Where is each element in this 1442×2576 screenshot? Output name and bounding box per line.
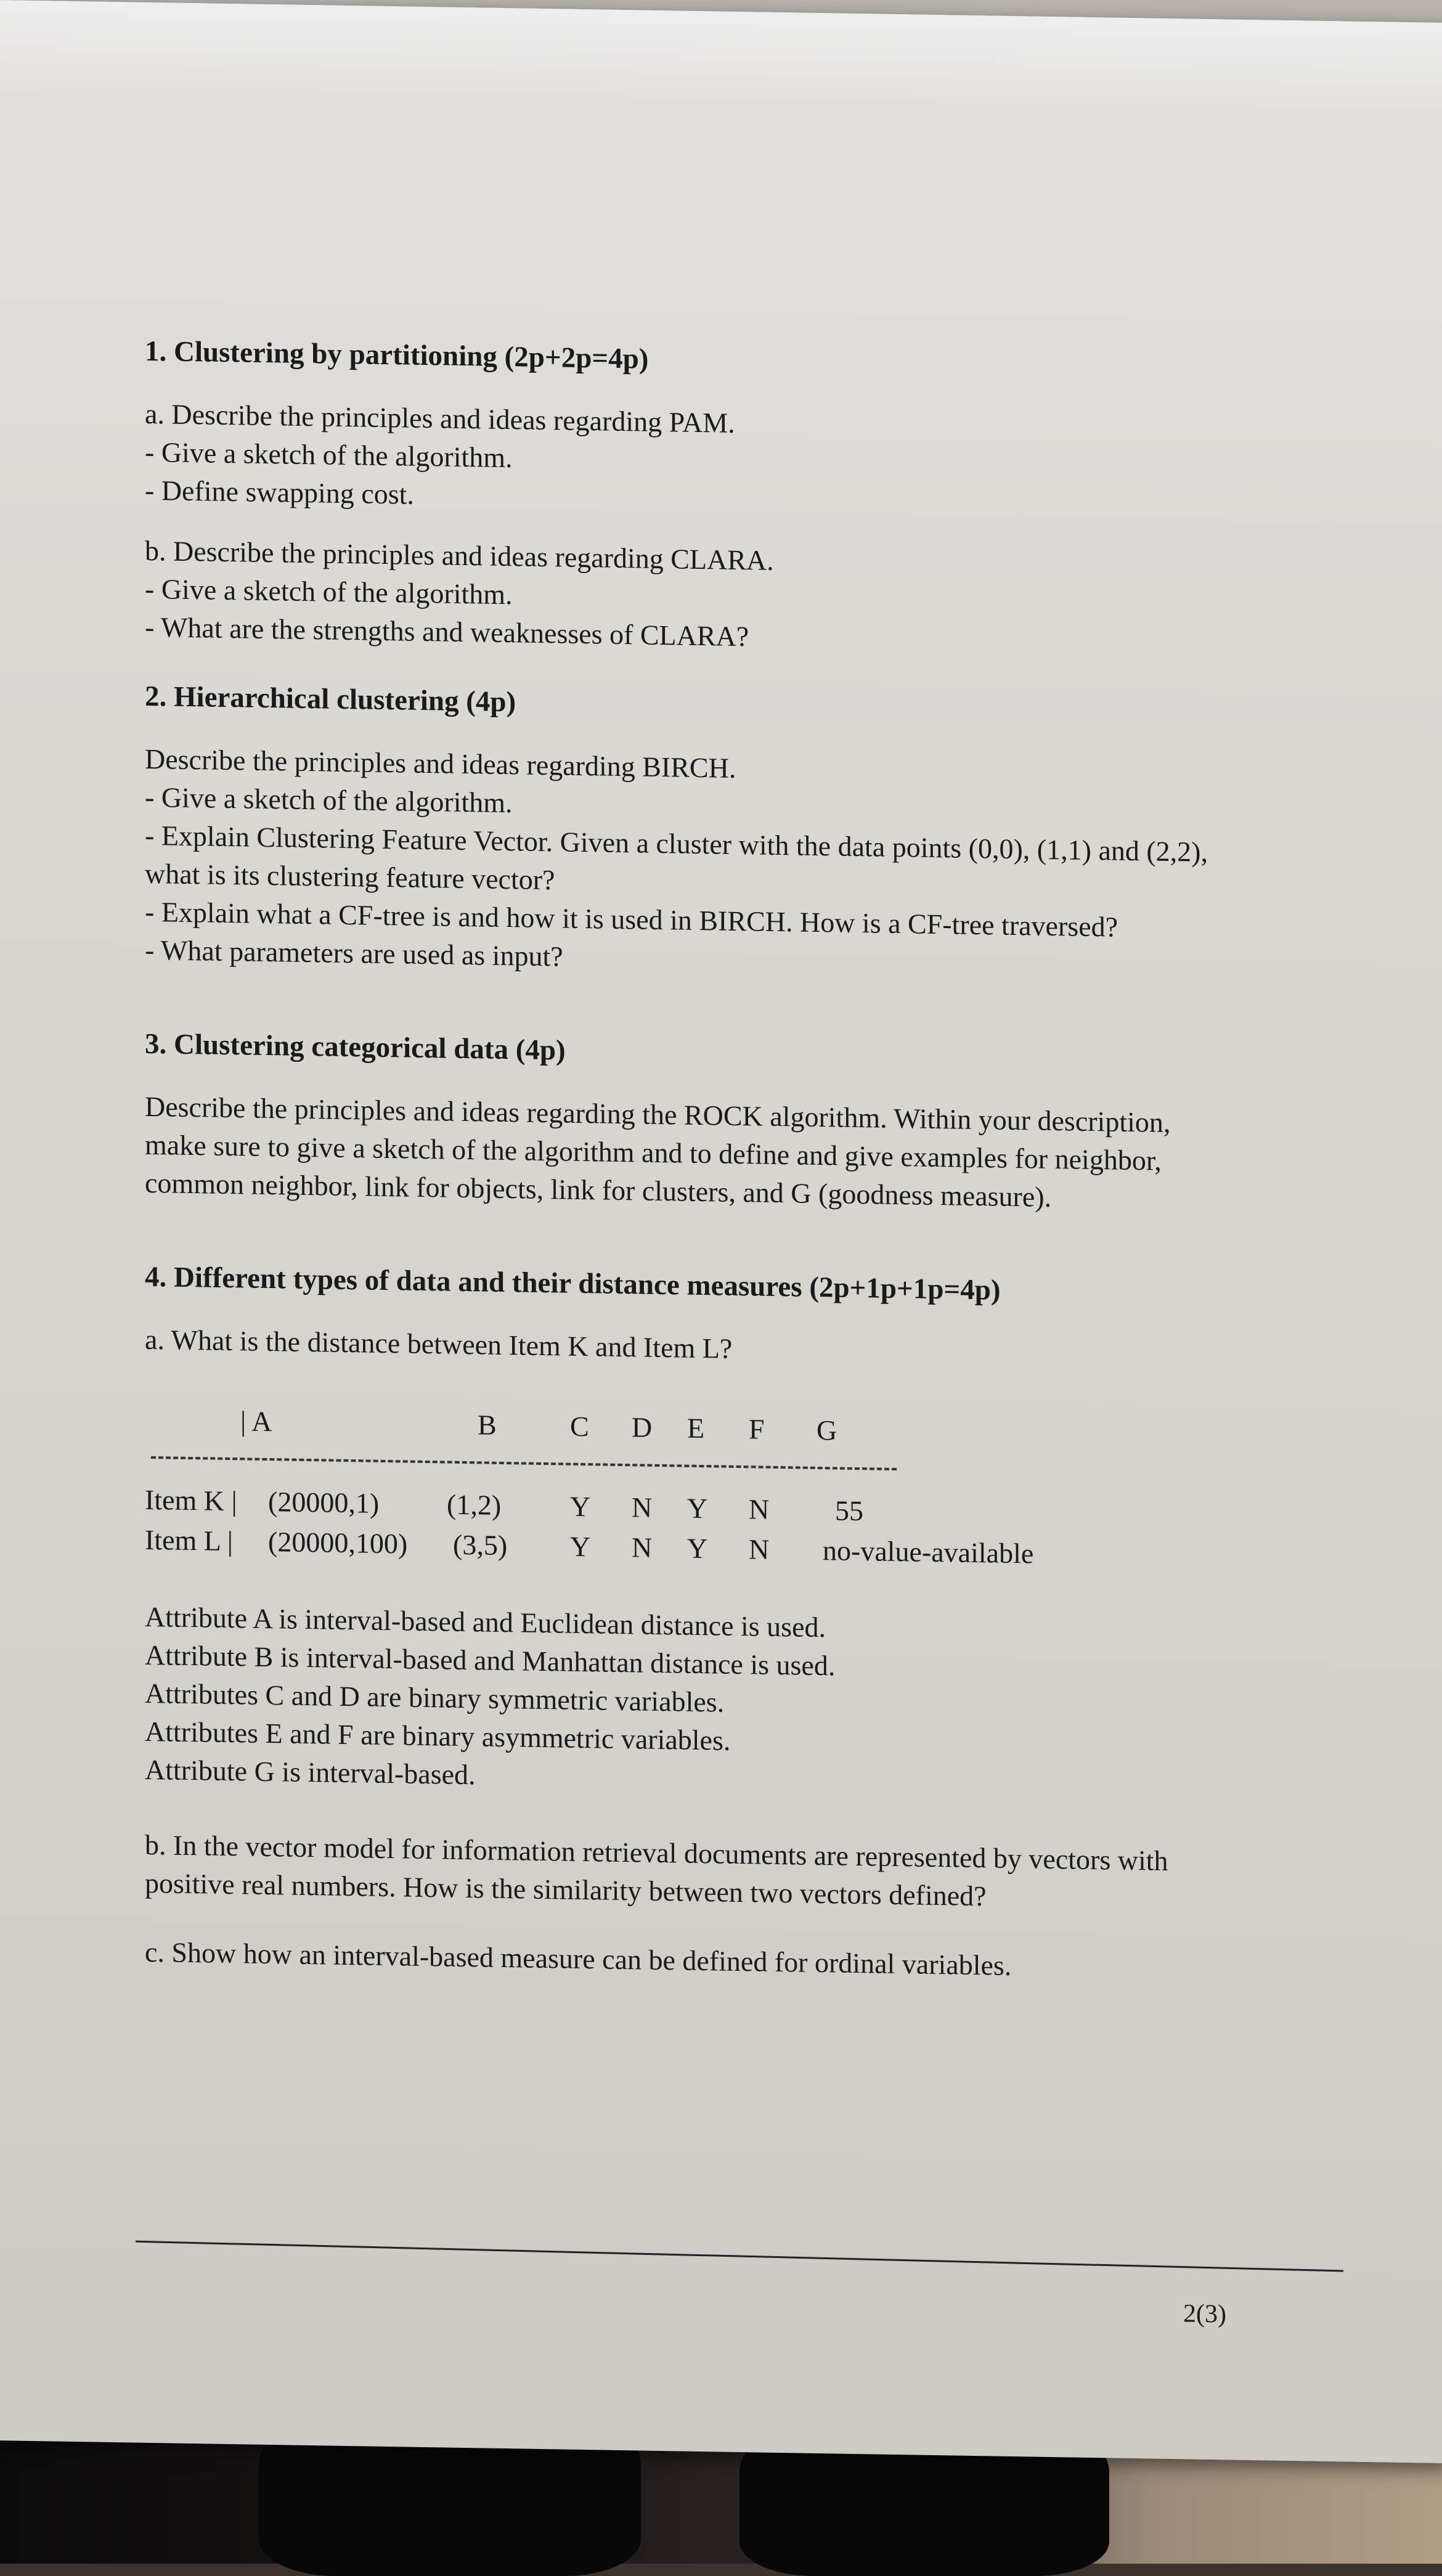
text-line: positive real numbers. How is the similarity between two vectors defined? xyxy=(145,1867,987,1912)
table-cell: (20000,1) xyxy=(268,1485,380,1519)
attribute-list xyxy=(145,1598,1365,1808)
text-line: - Explain Clustering Feature Vector. Given a cluster with the data points (0,0), (1,1) and (2,2), xyxy=(145,819,1208,868)
table-cell: Item K | xyxy=(145,1483,237,1517)
page-number: 2(3) xyxy=(1183,2299,1226,2329)
table-header-cell: E xyxy=(687,1412,705,1445)
attribute-line: Attributes E and F are binary asymmetric variables. xyxy=(145,1715,731,1756)
text-line: - What are the strengths and weaknesses of CLARA? xyxy=(145,611,749,653)
text-line: Describe the principles and ideas regarding BIRCH. xyxy=(145,743,736,784)
text-line: - Give a sketch of the algorithm. xyxy=(145,436,513,474)
section-heading: 3. Clustering categorical data (4p) xyxy=(145,1027,566,1067)
attribute-line: Attribute B is interval-based and Manhattan distance is used. xyxy=(145,1639,836,1682)
table-cell: Y xyxy=(570,1530,591,1563)
table-header-cell: D xyxy=(632,1411,653,1443)
table-cell: Y xyxy=(570,1490,591,1523)
footer-rule xyxy=(136,2241,1343,2272)
distance-table xyxy=(145,1388,1365,1592)
section-3 xyxy=(145,1025,1365,1221)
section-1 xyxy=(145,332,1365,666)
question-1b xyxy=(145,532,1365,666)
text-line: b. In the vector model for information retrieval documents are represented by vectors with xyxy=(145,1828,1168,1877)
question-4b xyxy=(145,1826,1365,1922)
table-cell: (3,5) xyxy=(453,1528,508,1562)
table-cell: N xyxy=(749,1493,770,1525)
question-4a: a. What is the distance between Item K and Item L? xyxy=(145,1323,733,1364)
table-header-cell: F xyxy=(749,1413,765,1445)
table-cell: (20000,100) xyxy=(268,1525,408,1560)
question-2 xyxy=(145,740,1365,988)
text-line: - Explain what a CF-tree is and how it is used in BIRCH. How is a CF-tree traversed? xyxy=(145,895,1118,943)
table-cell: Y xyxy=(687,1492,708,1525)
attribute-line: Attributes C and D are binary symmetric variables. xyxy=(145,1677,725,1718)
text-line: make sure to give a sketch of the algorithm and to define and give examples for neighbor, xyxy=(145,1128,1162,1176)
table-cell: (1,2) xyxy=(447,1488,502,1521)
section-heading: 2. Hierarchical clustering (4p) xyxy=(145,680,516,719)
table-cell: Y xyxy=(687,1532,708,1565)
text-line: b. Describe the principles and ideas regarding CLARA. xyxy=(145,534,774,576)
section-2 xyxy=(145,677,1365,988)
text-line: - What parameters are used as input? xyxy=(145,934,563,972)
question-4c: c. Show how an interval-based measure can be defined for ordinal variables. xyxy=(145,1936,1012,1981)
question-1a xyxy=(145,395,1365,529)
question-3 xyxy=(145,1088,1365,1221)
exam-content xyxy=(145,332,1365,2021)
table-cell: no-value-available xyxy=(823,1535,1034,1570)
text-line: a. Describe the principles and ideas regarding PAM. xyxy=(145,397,735,439)
text-line: common neighbor, link for objects, link for clusters, and G (goodness measure). xyxy=(145,1167,1052,1213)
attribute-line: Attribute G is interval-based. xyxy=(145,1753,476,1791)
table-cell: Item L | xyxy=(145,1523,233,1557)
table-header-cell: | A xyxy=(240,1405,272,1438)
table-header-cell: G xyxy=(817,1414,837,1446)
table-separator xyxy=(151,1456,897,1470)
text-line: - Give a sketch of the algorithm. xyxy=(145,781,513,819)
table-header-cell: C xyxy=(570,1410,589,1443)
table-cell: N xyxy=(632,1491,653,1523)
text-line: - Give a sketch of the algorithm. xyxy=(145,573,513,611)
text-line: - Define swapping cost. xyxy=(145,474,414,510)
section-4 xyxy=(145,1258,1365,1991)
table-cell: N xyxy=(749,1533,770,1565)
table-cell: N xyxy=(632,1531,653,1563)
table-cell: 55 xyxy=(835,1494,863,1527)
table-header-cell: B xyxy=(478,1409,497,1441)
section-heading: 1. Clustering by partitioning (2p+2p=4p) xyxy=(145,335,649,375)
attribute-line: Attribute A is interval-based and Euclidean distance is used. xyxy=(145,1600,826,1644)
text-line: what is its clustering feature vector? xyxy=(145,857,555,896)
section-heading: 4. Different types of data and their distance measures (2p+1p+1p=4p) xyxy=(145,1260,1001,1306)
text-line: Describe the principles and ideas regarding the ROCK algorithm. Within your description, xyxy=(145,1090,1171,1138)
